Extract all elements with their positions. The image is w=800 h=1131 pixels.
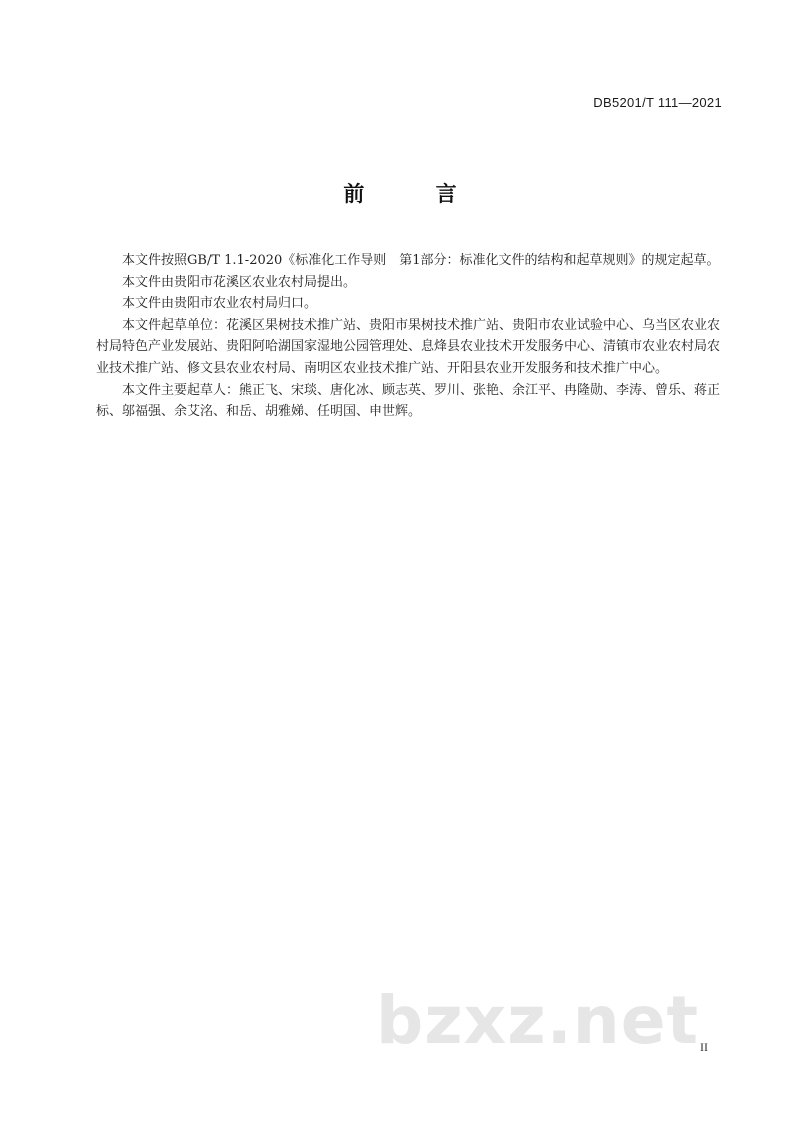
page-title: 前 言: [343, 182, 489, 206]
paragraph-centralized-unit: 本文件由贵阳市农业农村局归口。: [122, 296, 318, 312]
foreword-body: [96, 250, 720, 423]
document-code: DB5201/T 111—2021: [593, 95, 722, 110]
paragraph-drafting-rules: 本文件按照GB/T 1.1-2020《标准化工作导则 第1部分：标准化文件的结构和起草规则》的规定起草。: [122, 253, 720, 268]
watermark: bzxz.net: [376, 982, 700, 1059]
paragraph-main-drafters: 本文件主要起草人：熊正飞、宋琰、唐化冰、顾志英、罗川、张艳、余江平、冉隆勋、李涛、曾乐、蒋正标、邬福强、余艾洺、和岳、胡雅娣、任明国、申世辉。: [96, 382, 721, 420]
page-number: II: [700, 1040, 708, 1054]
paragraph-drafting-units: 本文件起草单位：花溪区果树技术推广站、贵阳市果树技术推广站、贵阳市农业试验中心、乌当区农业农村局特色产业发展站、贵阳阿哈湖国家湿地公园管理处、息烽县农业技术开发服务中心、清镇市农业农村局农业技术推广站、修文县农业农村局、南明区农业技术推广站、开阳县农业开发服务和技术推广中心。: [96, 317, 721, 376]
paragraph-proposer: 本文件由贵阳市花溪区农业农村局提出。: [122, 274, 357, 290]
